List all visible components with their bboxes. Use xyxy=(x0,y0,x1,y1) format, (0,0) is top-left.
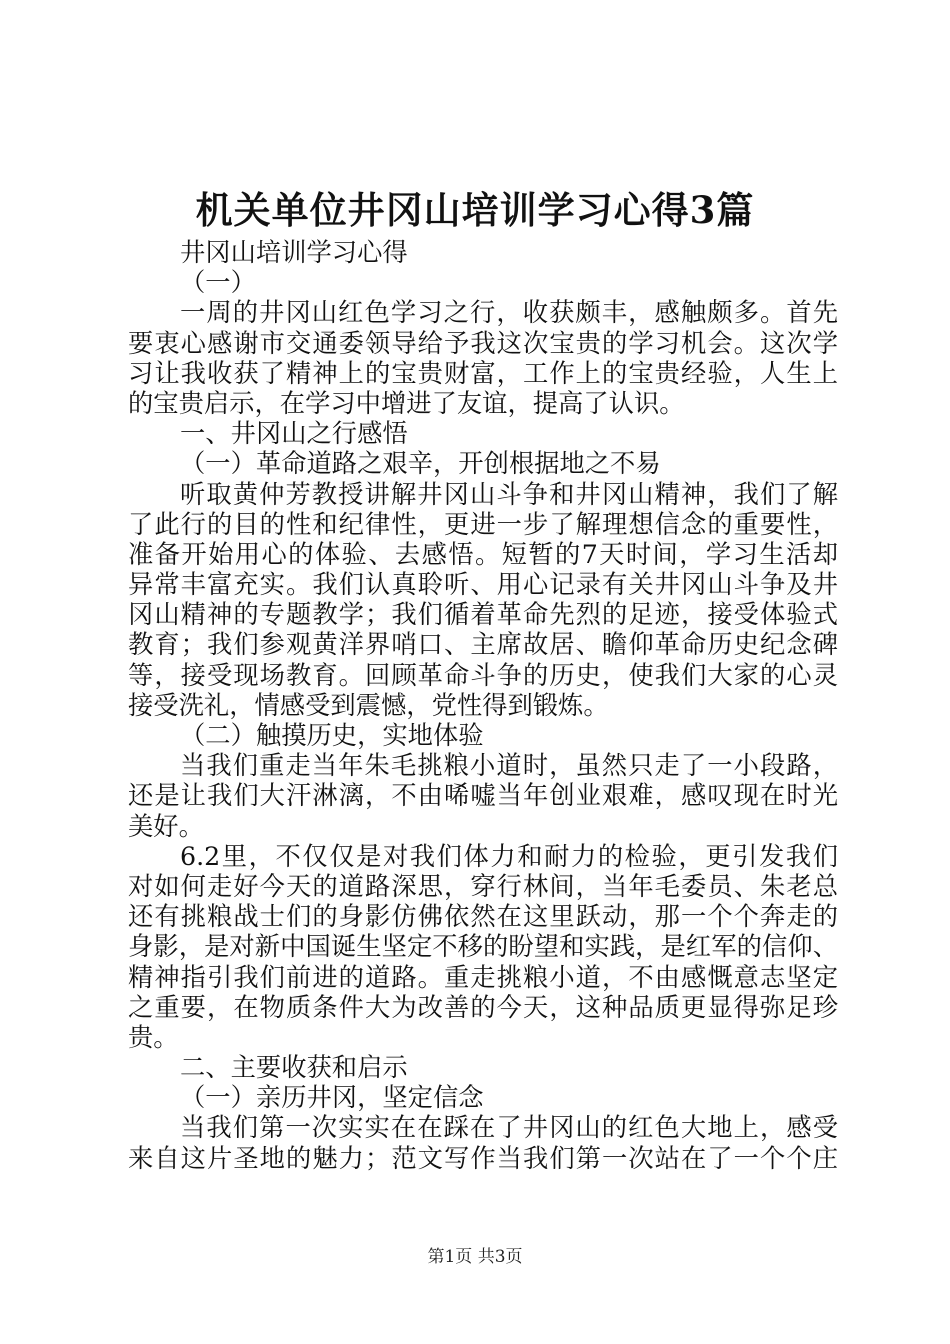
text-line: 要衷心感谢市交通委领导给予我这次宝贵的学习机会。这次学 xyxy=(128,328,838,358)
text-line: 听取黄仲芳教授讲解井冈山斗争和井冈山精神，我们了解 xyxy=(180,479,838,509)
text-line: 等，接受现场教育。回顾革命斗争的历史，使我们大家的心灵 xyxy=(128,660,838,690)
text-line: 习让我收获了精神上的宝贵财富，工作上的宝贵经验，人生上 xyxy=(128,358,838,388)
text-line: 准备开始用心的体验、去感悟。短暂的7天时间，学习生活却 xyxy=(128,539,838,569)
text-line: 贵。 xyxy=(128,1022,179,1052)
text-line: 当我们第一次实实在在踩在了井冈山的红色大地上，感受 xyxy=(180,1113,838,1143)
text-line: 当我们重走当年朱毛挑粮小道时，虽然只走了一小段路， xyxy=(180,751,838,781)
document-title: 机关单位井冈山培训学习心得3篇 xyxy=(195,188,755,232)
text-line: 美好。 xyxy=(128,811,204,841)
text-line: 一周的井冈山红色学习之行，收获颇丰，感触颇多。首先 xyxy=(180,298,838,328)
text-line: 井冈山培训学习心得 xyxy=(180,238,408,267)
text-line: （一）亲历井冈，坚定信念 xyxy=(180,1083,484,1113)
text-line: 了此行的目的性和纪律性，更进一步了解理想信念的重要性， xyxy=(128,509,838,539)
text-line: 教育；我们参观黄洋界哨口、主席故居、瞻仰革命历史纪念碑 xyxy=(128,630,838,660)
text-line: 来自这片圣地的魅力；范文写作当我们第一次站在了一个个庄 xyxy=(128,1143,838,1173)
text-line: （二）触摸历史，实地体验 xyxy=(180,721,484,750)
text-line: 接受洗礼，情感受到震憾，党性得到锻炼。 xyxy=(128,690,609,720)
text-line: 一、井冈山之行感悟 xyxy=(180,419,408,449)
text-line: 异常丰富充实。我们认真聆听、用心记录有关井冈山斗争及井 xyxy=(128,570,838,600)
text-line: （一） xyxy=(180,268,256,298)
text-line: 还是让我们大汗淋漓，不由唏嘘当年创业艰难，感叹现在时光 xyxy=(128,781,838,811)
document-body xyxy=(128,238,838,1174)
text-line: 的宝贵启示，在学习中增进了友谊，提高了认识。 xyxy=(128,388,685,418)
text-line: 还有挑粮战士们的身影仿佛依然在这里跃动，那一个个奔走的 xyxy=(128,902,838,932)
text-line: （一）革命道路之艰辛，开创根据地之不易 xyxy=(180,449,661,479)
text-line: 6.2里，不仅仅是对我们体力和耐力的检验，更引发我们 xyxy=(180,841,838,871)
text-line: 二、主要收获和启示 xyxy=(180,1053,408,1083)
text-line: 冈山精神的专题教学；我们循着革命先烈的足迹，接受体验式 xyxy=(128,600,838,630)
page-footer: 第1页 共3页 xyxy=(427,1247,523,1267)
text-line: 对如何走好今天的道路深思，穿行林间，当年毛委员、朱老总 xyxy=(128,871,838,901)
text-line: 精神指引我们前进的道路。重走挑粮小道，不由感慨意志坚定 xyxy=(128,962,838,992)
text-line: 身影，是对新中国诞生坚定不移的盼望和实践，是红军的信仰、 xyxy=(128,932,838,962)
text-line: 之重要，在物质条件大为改善的今天，这种品质更显得弥足珍 xyxy=(128,992,838,1022)
